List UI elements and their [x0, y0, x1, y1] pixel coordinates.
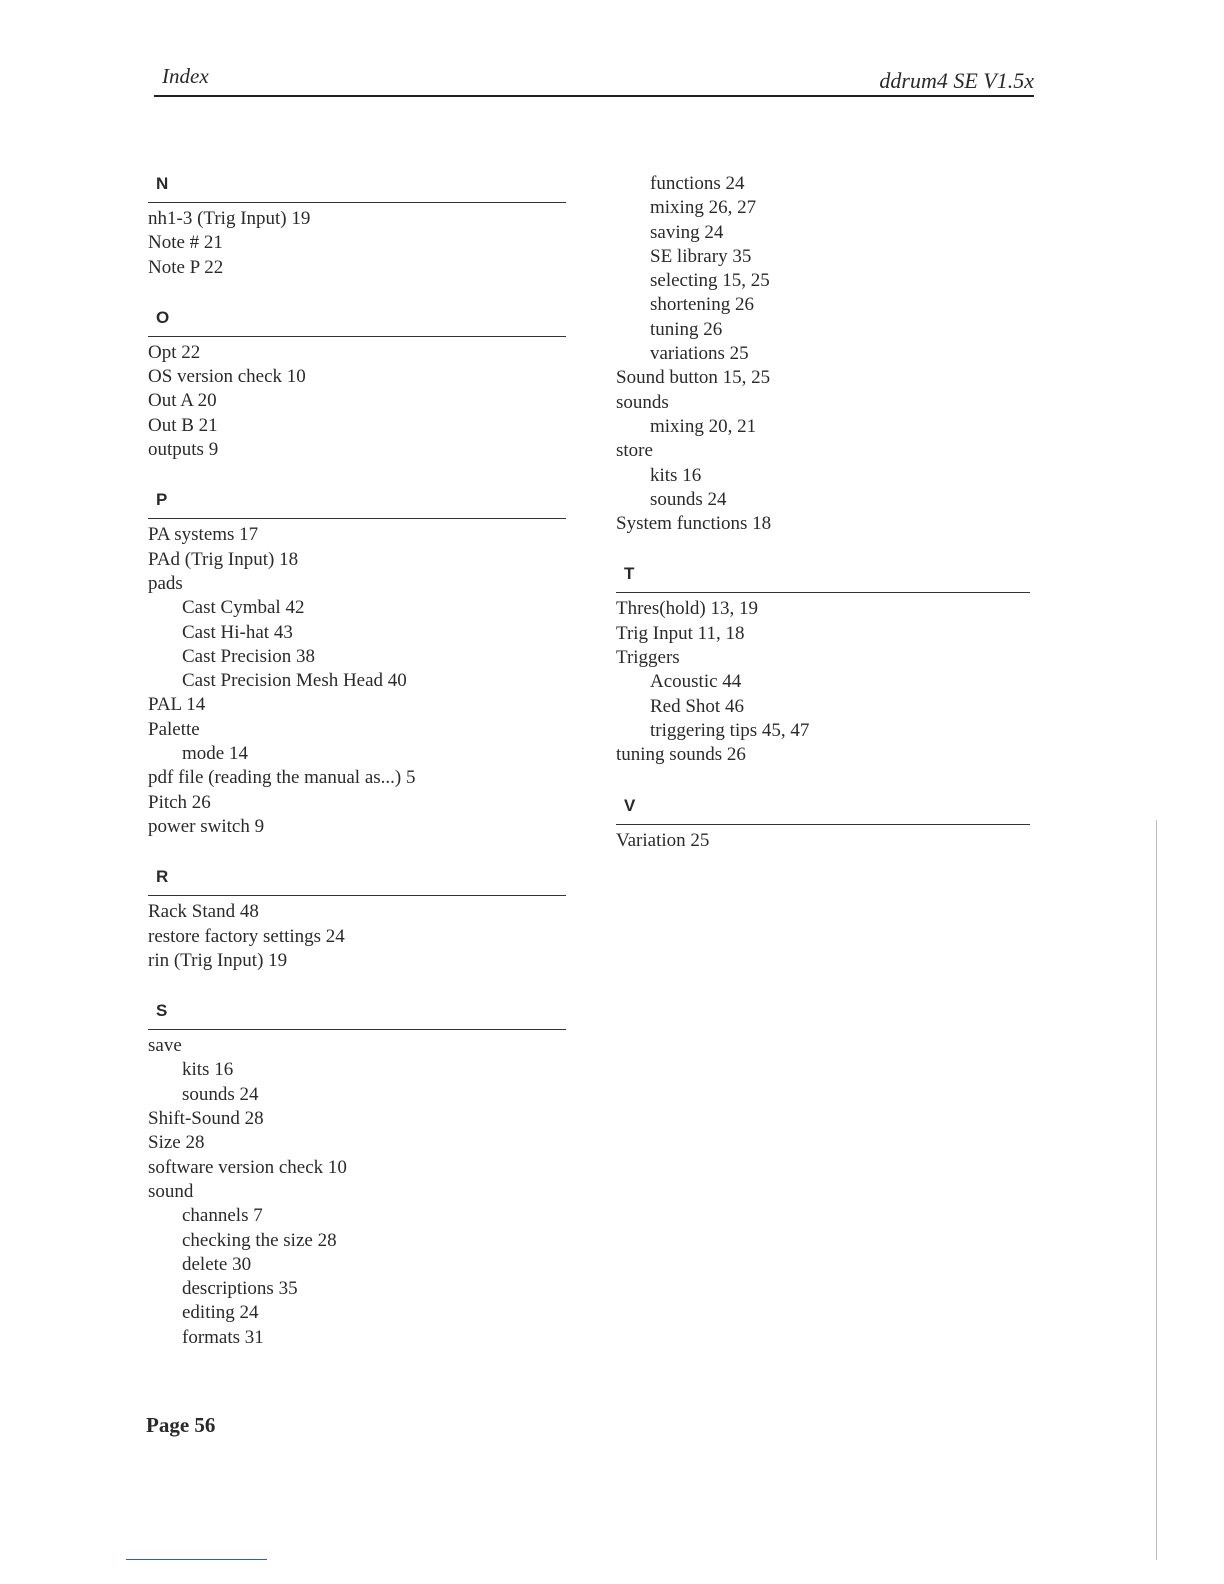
index-section-o: [148, 306, 566, 462]
index-column-left: [148, 172, 566, 1376]
index-subentry: SE library 35: [650, 245, 752, 267]
index-entry: pads: [148, 572, 183, 594]
index-section-s: [148, 999, 566, 1350]
index-entry: PA systems 17: [148, 524, 259, 546]
index-subentry: functions 24: [650, 173, 745, 194]
section-letter: S: [156, 1001, 168, 1021]
section-letter: T: [624, 564, 635, 584]
index-section-t: [616, 562, 1030, 767]
index-subentry: Cast Cymbal 42: [182, 597, 305, 619]
index-subentry: formats 31: [182, 1326, 264, 1348]
index-section-r: [148, 865, 566, 973]
index-entry: PAL 14: [148, 694, 206, 716]
index-entry: Trig Input 11, 18: [616, 622, 745, 644]
index-section-v: [616, 794, 1030, 853]
index-entry: pdf file (reading the manual as...) 5: [148, 767, 416, 789]
index-subentry: shortening 26: [650, 294, 754, 316]
index-entry: Sound button 15, 25: [616, 367, 771, 389]
section-rule: [148, 518, 566, 519]
index-entry: Palette: [148, 718, 200, 740]
index-entry: Size 28: [148, 1132, 205, 1154]
index-subentry: tuning 26: [650, 318, 723, 340]
index-subentry: saving 24: [650, 221, 724, 243]
index-subentry: channels 7: [182, 1205, 263, 1227]
index-subentry: descriptions 35: [182, 1278, 298, 1300]
index-section-n: [148, 172, 566, 280]
section-rule: [148, 336, 566, 337]
section-letter: R: [156, 867, 169, 887]
index-subentry: kits 16: [650, 464, 702, 486]
index-entry: power switch 9: [148, 815, 265, 837]
section-rule: [148, 895, 566, 896]
running-header-title: Index: [162, 64, 209, 88]
index-subentry: sounds 24: [650, 488, 727, 510]
index-subentry: delete 30: [182, 1253, 252, 1275]
index-subentry: editing 24: [182, 1302, 259, 1324]
section-letter: O: [156, 307, 170, 327]
header-rule: [154, 95, 1034, 97]
index-entry: PAd (Trig Input) 18: [148, 548, 299, 570]
index-entry: Out B 21: [148, 414, 218, 436]
index-entry: Pitch 26: [148, 791, 211, 813]
page-number: Page 56: [146, 1413, 216, 1437]
index-entry: Shift-Sound 28: [148, 1108, 264, 1130]
scan-edge-mark: [1156, 820, 1157, 1560]
index-entry: Variation 25: [616, 829, 710, 851]
index-subentry: kits 16: [182, 1059, 234, 1081]
index-entry: sound: [148, 1180, 194, 1202]
index-entry: software version check 10: [148, 1156, 347, 1178]
index-entry: outputs 9: [148, 439, 219, 461]
index-entry: OS version check 10: [148, 366, 306, 388]
index-entry: Out A 20: [148, 390, 217, 412]
footer-line: [126, 1559, 267, 1560]
index-section-s-continued: [616, 172, 1030, 536]
index-entry: rin (Trig Input) 19: [148, 949, 288, 971]
index-section-p: [148, 488, 566, 839]
index-column-right: [616, 172, 1030, 879]
index-subentry: Cast Precision Mesh Head 40: [182, 670, 407, 692]
index-entry: Note # 21: [148, 232, 223, 254]
index-entry: store: [616, 440, 653, 462]
section-letter: N: [156, 174, 169, 193]
index-subentry: mixing 26, 27: [650, 197, 757, 219]
section-rule: [616, 824, 1030, 825]
index-subentry: variations 25: [650, 343, 749, 365]
index-entry: sounds: [616, 391, 669, 413]
section-letter: P: [156, 490, 168, 510]
index-entry: tuning sounds 26: [616, 744, 746, 766]
section-letter: V: [624, 795, 636, 815]
index-subentry: selecting 15, 25: [650, 270, 770, 292]
index-entry: Thres(hold) 13, 19: [616, 598, 758, 620]
index-subentry: Cast Precision 38: [182, 645, 315, 667]
index-entry: restore factory settings 24: [148, 925, 345, 947]
index-subentry: sounds 24: [182, 1083, 259, 1105]
running-header-product: ddrum4 SE V1.5x: [879, 68, 1034, 93]
section-rule: [616, 592, 1030, 593]
index-entry: Rack Stand 48: [148, 901, 259, 923]
index-entry: System functions 18: [616, 513, 772, 535]
index-subentry: triggering tips 45, 47: [650, 719, 810, 741]
index-entry: Opt 22: [148, 341, 201, 363]
index-subentry: Red Shot 46: [650, 695, 744, 717]
index-entry: save: [148, 1035, 182, 1057]
section-rule: [148, 202, 566, 203]
index-subentry: Acoustic 44: [650, 671, 742, 693]
index-subentry: checking the size 28: [182, 1229, 337, 1251]
index-subentry: mode 14: [182, 743, 248, 765]
index-subentry: Cast Hi-hat 43: [182, 621, 293, 643]
section-rule: [148, 1029, 566, 1030]
index-entry: Note P 22: [148, 256, 224, 278]
index-entry: nh1-3 (Trig Input) 19: [148, 208, 311, 229]
index-subentry: mixing 20, 21: [650, 415, 757, 437]
index-entry: Triggers: [616, 647, 680, 669]
